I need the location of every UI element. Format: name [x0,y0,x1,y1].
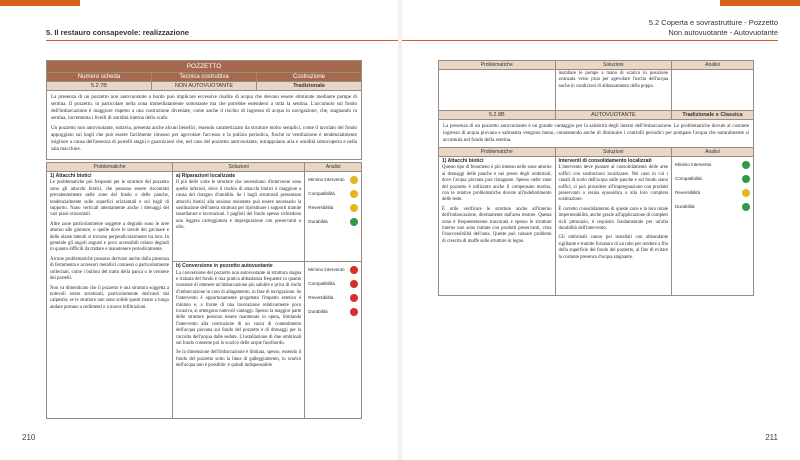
analysis-row [675,203,750,211]
prob-title: 1) Attacchi biotici [50,173,92,179]
intro-paragraph: Un pozzetto non autovuotante, tuttavia, presenta anche alcuni benefici, essendo caratterizzato da strutture molto semplici, come il tavolato del fondo appoggiato sui bagli che può essere facilmente rimosso per agevolare l'accesso e la pulizia periodica, finché la ventilazione è tendenzialmente migliore a causa dell'assenza di portelli stagni e guarnizioni che, nel caso del pozzetto autovuotante, intrappolano aria e umidità sottocoperta e nella sala macchine. [51,125,357,152]
page-number: 210 [22,433,36,442]
sol-paragraph: Gli ombrinali vanno poi installati con abbondante sigillante e tramite forzatura di un tubo per rendere a filo della superficie del fondo del pozzetto, al fine di evitare la costante presenza d'acqua stagnante. [558,235,669,260]
intro-text [47,91,362,160]
analysis-row [675,189,750,197]
prob-paragraph: Le problematiche più frequenti per le strutture del pozzetto sono gli attacchi biotici, che possono essere riscontrati prevalentemente nelle zone del fondo e delle panche, tendenzialmente sulle superfici orizzontali e sui bagli di supporto. Nano verticali attentamente anche i drenaggi del vari piani orizzontali. [50,180,169,218]
analysis-label: Minimo intervento [675,162,712,167]
soluzione-cell [555,157,672,296]
section-subtitle-line: Non autovuotante - Autovuotante [668,28,778,37]
sol-title: Interventi di consolidamento localizzati [558,158,652,164]
analysis-row [308,308,358,316]
col-analisi: Analisi [672,61,754,70]
costruzione-value: Tradizionale [257,82,362,91]
soluzione-b-cell [173,262,305,419]
analysis-label: Reversibilità [308,205,334,210]
sol-b-title: b) Conversione in pozzetto autovuotante [176,263,273,270]
page-number: 211 [765,433,778,442]
header-rule [402,40,778,41]
rating-dot [350,280,358,288]
col-problematiche: Problematiche [47,163,173,172]
analysis-label: Compatibilità [308,281,335,287]
continued-solution-cell: installare le pompe a mano di scarico in posizione avanzata verso prua per agevolare l'uscita dell'acqua anche in condizioni di abbassamento della poppa. [555,70,672,111]
analysis-label: Minimo intervento [308,177,345,182]
analysis-row [675,161,750,169]
analisi-cell [672,157,754,296]
analysis-label: Durabilità [308,309,328,315]
analysis-label: Reversibilità [675,190,701,195]
col-soluzioni: Soluzioni [555,148,672,157]
analysis-label: Reversibilità [308,295,334,301]
sol-b-paragraph: La conversione del pozzetto non autovuotante in struttura stagna e rialzata del fondo è una pratica abbastanza frequente in quanto consente di ottenere un'imbarcazione più salubre e priva di rischi d'imbarcazione in caso di allagamento, in fase di navigazione. Se l'intervento è opportunamente progettato l'impatto estetico è minimo e, a fronte di una lavorazione relativamente poco invasiva, si ottengono notevoli vantaggi. Spesso la maggior parte delle strutture possono essere mantenute in opera, limitando l'intervento alla costruzione di un vasca di contenimento dell'acqua piovana sul fondo del pozzetto e di drenaggi per la raccolta dell'acqua dalle sedute. L'installazione di due ombrinali sul fondo consente poi lo scarico delle acque fuoribordo. [176,270,302,347]
intro-paragraph: La presenza di un pozzetto non autovuotante a bordo può implicare eccessive risalite di acqua che devono essere eliminate mediante pompe di sentina. Il pozzetto, in particolare nella zona immediatamente sottostante ma che potrebbe estendersi a tutta la sentina. L'accumulo sul fondo dell'imbarcazione è maggiore rispetto a una costruzione diventate, come anche il rischio di ingresso di acqua in navigazione, che, stagnando in sentina, incrementa i livelli di umidità interna dello scafo. [51,94,357,121]
sol-paragraph: L'intervento deve puntare al consolidamento delle aree soffici con sostituzioni localizzate. Nel caso in cui i canali di scolo dell'acqua sulle panche e sul fondo siano soffici, si può procedere all'impregnazione con prodotti preservanti o resina epossidica o alla loro completa sostituzione. [558,165,669,203]
analysis-row [675,175,750,183]
analysis-row [308,280,358,288]
section-title-line: 5.2 Coperta e sovrastrutture - Pozzetto [648,18,778,27]
prob-title: 1) Attacchi biotici [442,158,484,164]
analysis-row [308,190,358,198]
prob-paragraph: Non va dimenticato che il pozzetto è una struttura soggetta a notevoli stress strutturali, particolarmente derivanti dal calpestio; se le strutture non sono solide questi tirano a lungo andare portano a cedimenti e a nuove infiltrazioni. [50,285,169,310]
table-title: POZZETTO [47,61,362,73]
rating-dot [350,176,358,184]
col-soluzioni: Soluzioni [173,163,305,172]
sol-a-title: a) Riparazioni localizzate [176,173,236,179]
rating-dot [350,266,358,274]
col-costruzione: Costruzione [257,73,362,82]
col-problematiche: Problematiche [439,148,556,157]
col-numero-scheda: Numero scheda [47,73,152,82]
rating-dot [350,190,358,198]
sol-b-paragraph: Se la dimensione dell'imbarcazione è limitata, spesso, essendo il fondo del pozzetto sotto la linea di galleggiamento, lo scarico dell'acqua non è possibile: è quindi indispensabile [176,350,302,369]
sol-a-text: Il più delle volte le strutture che necessitano d'intervento sono quelle inferiori, dove il rischio di attacchi biotici è maggiore a causa del ristagno d'umidità. Se i bagli strutturali presentano attacchi biotici alla sezione resistente può essere necessario la sostituzione dell'intera struttura per ripristinare i supporti tramite tassellature e lavorazioni. I paglioli del fondo spesso richiedono una leggera carteggiatura e impregnazione con preservanti o olio. [176,180,302,231]
analysis-row [308,218,358,226]
analysis-row [308,176,358,184]
analysis-label: Durabilità [675,204,695,209]
rating-dot [742,189,750,197]
rating-dot [742,175,750,183]
analysis-label: Minimo intervento [308,267,345,273]
tecnica-value: NON AUTOVUOTANTE [152,82,257,91]
pozzetto-table [46,60,362,419]
analysis-row [308,266,358,274]
problematiche-cell [47,172,173,419]
analysis-row [308,204,358,212]
col-analisi: Analisi [672,148,754,157]
analysis-label: Compatibilità [308,191,335,196]
analisi-b-cell [305,262,362,419]
right-page [402,0,800,460]
continued-problem-cell [439,70,556,111]
intro-text: La presenza di un pozzetto autovuotante è un grande vantaggio per la salubrità degli interni dell'imbarcazione. Le problematiche dovute al costante ingresso di acqua piovana e salmastra vengono meno, consentendo anche di diminuire i controlli periodici per pompare l'acqua che naturalmente si accumula nel fondo della sentina. [439,120,754,148]
rating-dot [742,203,750,211]
analysis-label: Compatibilità [675,176,702,181]
col-soluzioni: Soluzioni [555,61,672,70]
prob-paragraph: Altre zone particolarmente soggette a degrado sono le aree attorno alle giunture, o quelle dove le tavole dei gavinare e delle alzate laterali si trovano perpendicolarmente tra loro. In generale gli angoli angusti e poco accessibili celano degradi in quanto difficili da trattare e manutenere periodicamente. [50,221,169,253]
continued-analysis-cell [672,70,754,111]
col-analisi: Analisi [305,163,362,172]
section-title [649,18,778,38]
section-title: 5. Il restauro consapevole: realizzazione [46,28,189,37]
prob-paragraph: Alcune problematiche possono derivare anche dalla presenza di ferramenta e accessori metallici connessi o particolarmente sollecitati, come i bulloni del tratto della panca o le cerniere dei portelli. [50,256,169,282]
analysis-label: Durabilità [308,219,328,224]
header-rule [46,40,398,41]
col-tecnica: Tecnica costruttiva [152,73,257,82]
sol-paragraph: È corretto consolidamento di queste zone e la loro totale impermeabilità, anche grazie all'applicazione di completi ricli pitturazio, è requisito fondamentale per un'alta durabilità dell'intervento. [558,206,669,232]
rating-dot [350,204,358,212]
header-accent-bar [0,0,80,6]
rating-dot [350,308,358,316]
left-page [0,0,398,460]
rating-dot [350,218,358,226]
rating-dot [350,294,358,302]
autovuotante-table [438,60,754,296]
col-problematiche: Problematiche [439,61,556,70]
prob-paragraph: È utile verificare le strutture anche all'interno dell'imbarcazione, direttamente dall'area motore. Questa zona è frequentemente trascurata e spesso le strutture interne non sono trattate con prodotti preservanti, vista l'inaccessibilità dell'area. Queste può causare problemi di crescita di muffe sulle strutture in legno. [442,206,552,244]
header-accent-bar [720,0,800,6]
tecnica-value: AUTOVUOTANTE [555,111,672,120]
scheda-value: 5.2.8B [439,111,556,120]
rating-dot [742,161,750,169]
costruzione-value: Tradizionale e Classica [672,111,754,120]
soluzione-a-cell [173,172,305,262]
problematiche-cell [439,157,556,296]
scheda-value: 5.2.7B [47,82,152,91]
analysis-row [308,294,358,302]
prob-paragraph: Questo tipo di fenomeno è più intenso nelle zone attorno ai drenaggi delle panche e nei pressi degli ombrinali, dove l'acqua piovana può ristagnare. Spesso nelle zone del pozzetto è utilizzato anche il compensato marino, con le relative problematiche dovute all'indebolimento delle teste. [442,165,552,203]
analisi-a-cell [305,172,362,262]
